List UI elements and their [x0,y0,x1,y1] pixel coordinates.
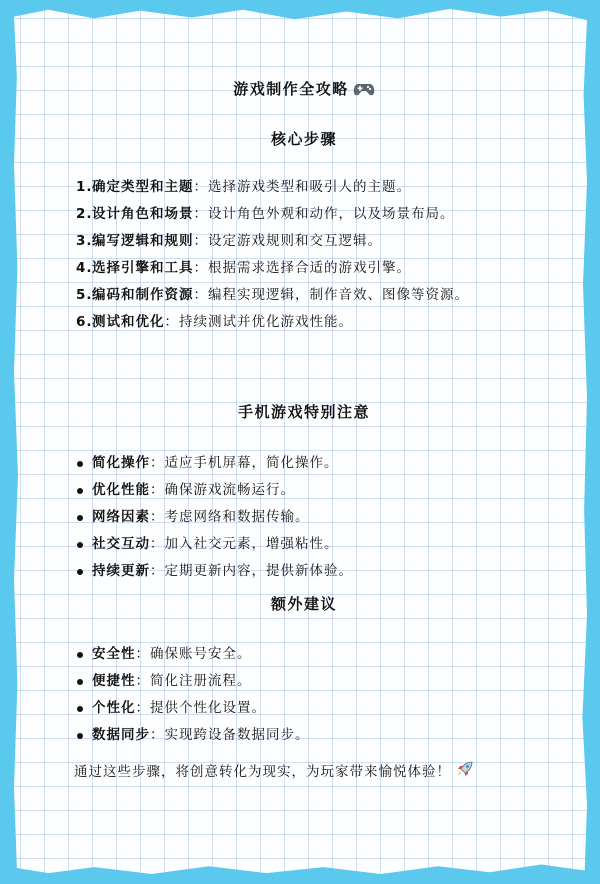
bullet-icon [77,679,83,685]
list-item [74,668,534,695]
list-item-separator: ： [193,206,208,222]
list-item [74,282,534,309]
list-item-description: 确保游戏流畅运行。 [164,482,295,498]
list-item [74,558,534,585]
list-item [74,641,534,668]
list-item-number: 6. [76,314,93,330]
list-item [74,504,534,531]
bullet-icon [77,488,83,494]
game-controller-icon [353,81,375,97]
list-item-description: 选择游戏类型和吸引人的主题。 [208,179,411,195]
list-item-term: 便捷性 [92,673,136,689]
core-steps-list [74,174,534,336]
list-item-separator: ： [135,700,150,716]
bullet-icon [77,515,83,521]
list-item-number: 4. [76,260,93,276]
list-item-description: 持续测试并优化游戏性能。 [179,314,353,330]
list-item-separator: ： [164,314,179,330]
list-item-term: 选择引擎和工具 [92,260,194,276]
list-item [74,228,534,255]
list-item-term: 社交互动 [92,536,150,552]
list-item-description: 加入社交元素，增强粘性。 [164,536,339,552]
list-item [74,201,534,228]
list-item-description: 确保账号安全。 [150,646,252,662]
list-item-separator: ： [150,563,165,579]
list-item-description: 编程实现逻辑，制作音效、图像等资源。 [208,287,469,303]
list-item-separator: ： [135,646,150,662]
list-item [74,255,534,282]
list-item-description: 定期更新内容，提供新体验。 [164,563,353,579]
list-item-description: 考虑网络和数据传输。 [164,509,310,525]
list-item [74,722,534,749]
bullet-icon [77,542,83,548]
closing-paragraph [74,758,534,786]
list-item [74,531,534,558]
extra-tips-list [74,641,534,749]
list-item-description: 实现跨设备数据同步。 [164,727,310,743]
page-title [74,78,534,99]
list-item-separator: ： [150,509,165,525]
list-item-number: 1. [76,179,93,195]
bullet-icon [77,569,83,575]
list-item [74,450,534,477]
list-item-term: 安全性 [92,646,136,662]
list-item [74,477,534,504]
list-item-term: 优化性能 [92,482,150,498]
list-item [74,174,534,201]
list-item-term: 确定类型和主题 [92,179,194,195]
bullet-icon [77,733,83,739]
list-item-separator: ： [193,287,208,303]
closing-text: 通过这些步骤，将创意转化为现实，为玩家带来愉悦体验！ [74,764,451,780]
list-item-term: 编写逻辑和规则 [92,233,194,249]
list-item-term: 数据同步 [92,727,150,743]
bullet-icon [77,461,83,467]
list-item-term: 设计角色和场景 [92,206,194,222]
list-item-number: 5. [76,287,93,303]
list-item-separator: ： [193,179,208,195]
list-item-separator: ： [150,727,165,743]
list-item-separator: ： [150,482,165,498]
list-item-term: 编码和制作资源 [92,287,194,303]
list-item-separator: ： [135,673,150,689]
section-heading-core: 核心步骤 [270,130,337,148]
bullet-icon [77,652,83,658]
list-item-separator: ： [193,260,208,276]
list-item-description: 简化注册流程。 [150,673,252,689]
mobile-tips-list [74,450,534,585]
page-title-text: 游戏制作全攻略 [233,80,349,98]
list-item-term: 持续更新 [92,563,150,579]
rocket-icon [455,759,477,775]
list-item-separator: ： [150,455,165,471]
list-item-number: 2. [76,206,93,222]
list-item-separator: ： [150,536,165,552]
bullet-icon [77,706,83,712]
section-heading-extra: 额外建议 [270,595,337,613]
list-item [74,695,534,722]
section-heading-mobile: 手机游戏特别注意 [237,403,370,421]
list-item-term: 测试和优化 [92,314,165,330]
list-item-number: 3. [76,233,93,249]
list-item-description: 设计角色外观和动作，以及场景布局。 [208,206,455,222]
list-item-description: 设定游戏规则和交互逻辑。 [208,233,382,249]
list-item-term: 网络因素 [92,509,150,525]
list-item-term: 个性化 [92,700,136,716]
list-item-description: 提供个性化设置。 [150,700,266,716]
list-item [74,309,534,336]
list-item-term: 简化操作 [92,455,150,471]
list-item-separator: ： [193,233,208,249]
list-item-description: 适应手机屏幕，简化操作。 [164,455,339,471]
list-item-description: 根据需求选择合适的游戏引擎。 [208,260,411,276]
